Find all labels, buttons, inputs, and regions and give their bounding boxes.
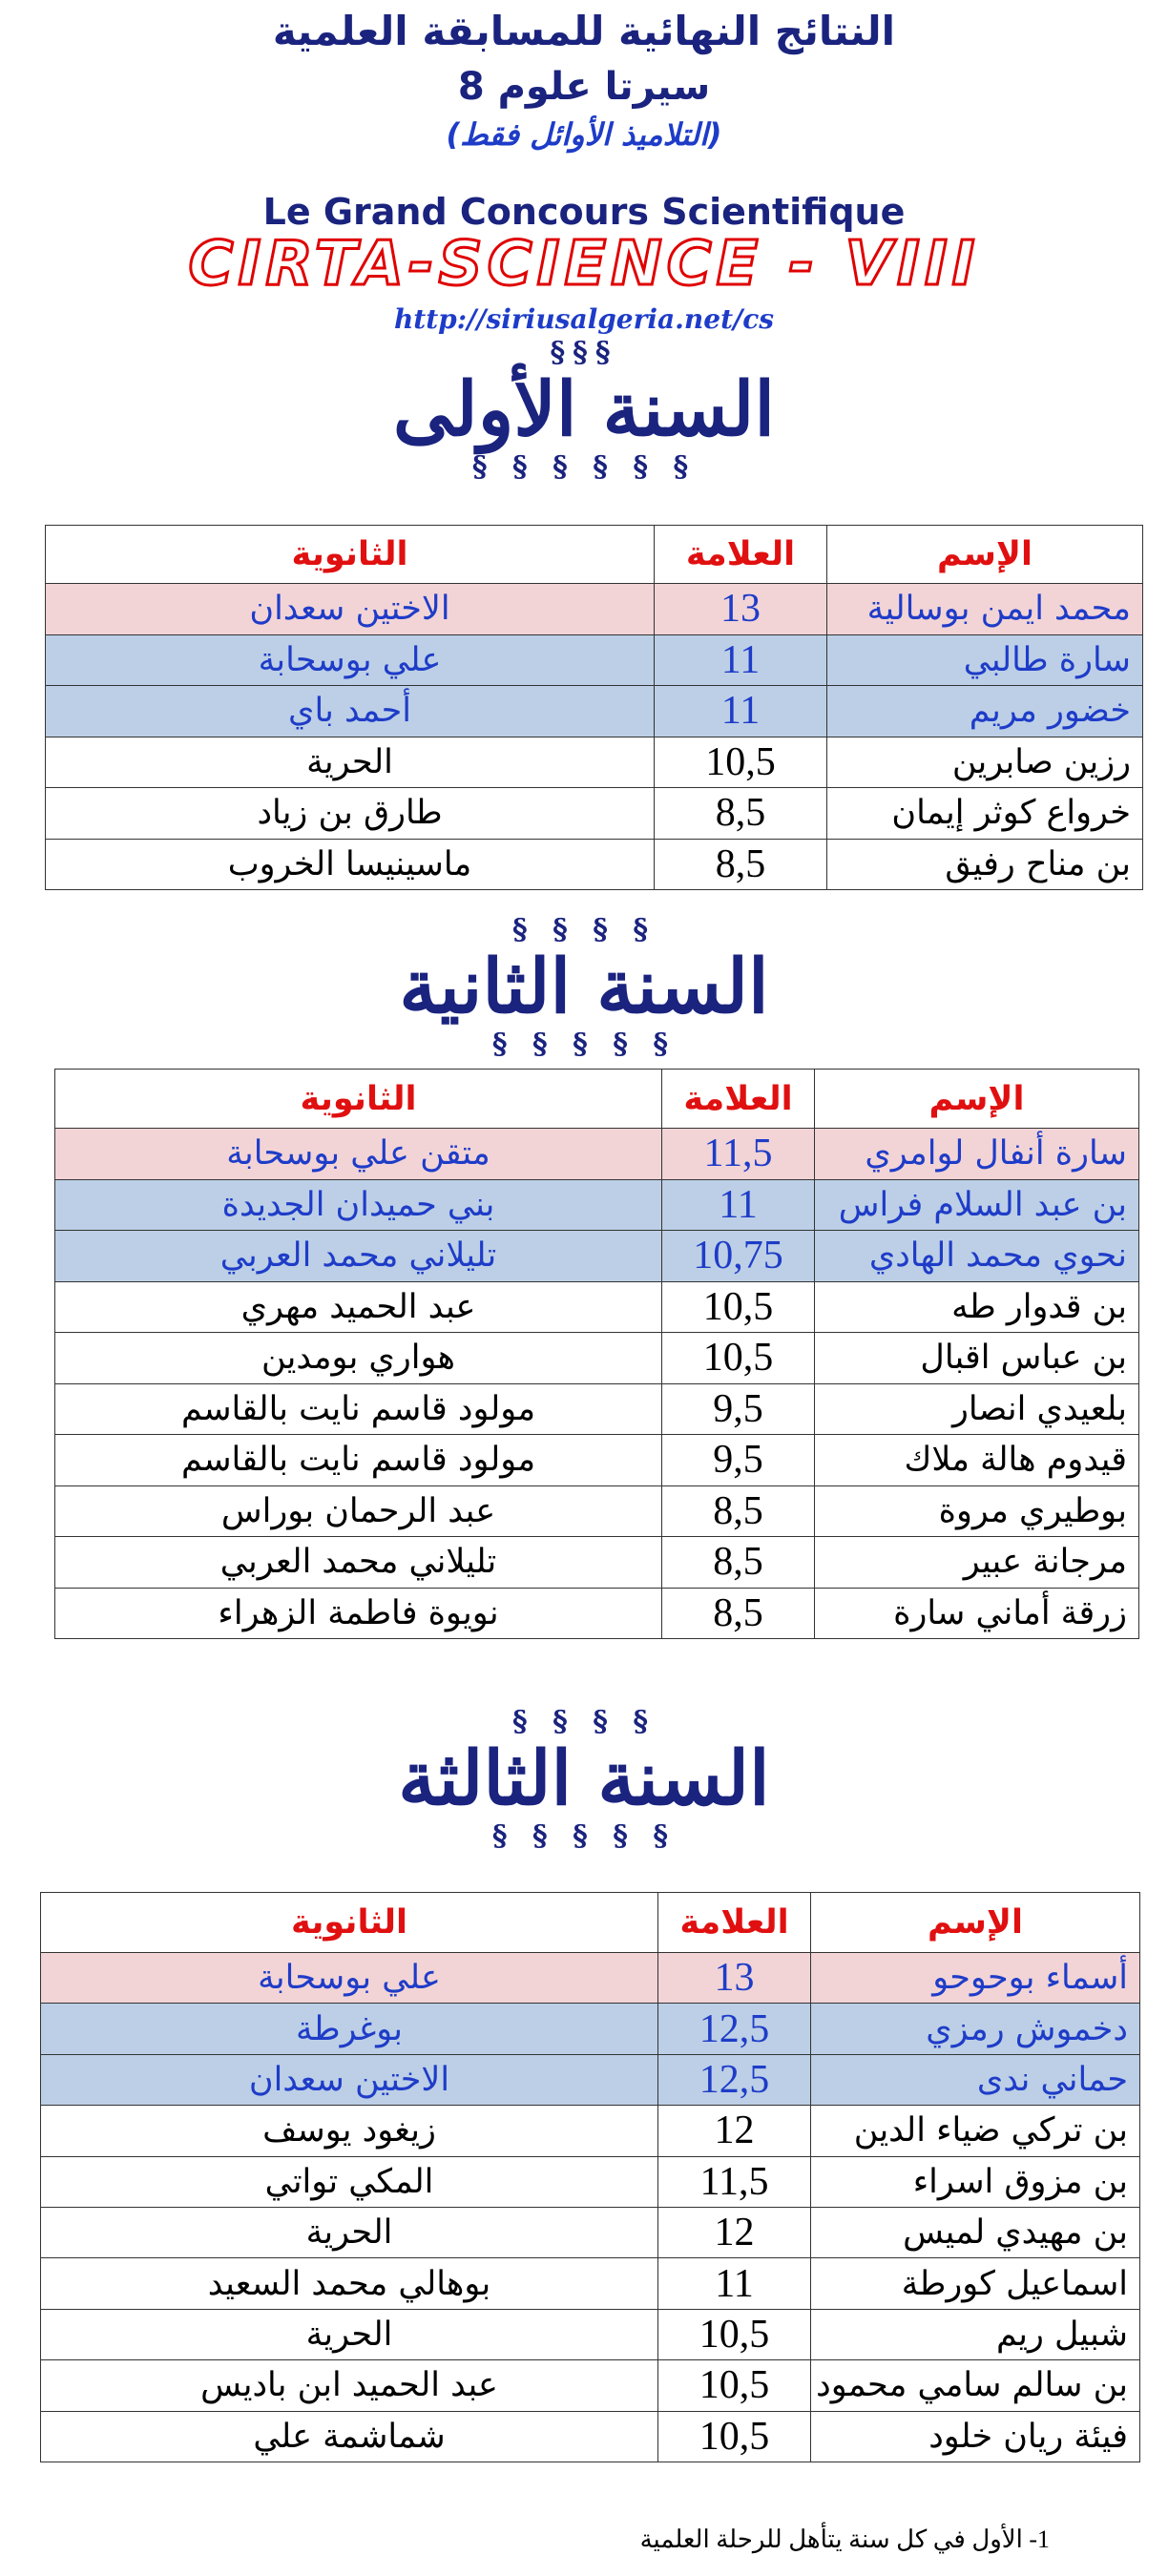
student-name: بن مناح رفيق [827, 839, 1143, 890]
table-row [46, 584, 1143, 635]
school-name: بوهالي محمد السعيد [41, 2258, 658, 2309]
competition-subtitle: سيرتا علوم 8 [457, 65, 711, 109]
student-grade: 9,5 [662, 1383, 815, 1435]
student-name: خرواع كوثر إيمان [827, 788, 1143, 840]
year2-results-table [54, 1069, 1139, 1639]
student-grade: 12,5 [658, 2004, 811, 2054]
school-name: الحرية [41, 2207, 658, 2257]
col-name-header: الإسم [811, 1893, 1140, 1953]
student-grade: 12 [658, 2207, 811, 2257]
website-link[interactable]: http://siriusalgeria.net/cs [393, 303, 775, 335]
student-grade: 13 [658, 1953, 811, 2004]
col-grade-header: العلامة [662, 1070, 815, 1129]
school-name: شماشمة علي [41, 2411, 658, 2462]
table-row [46, 788, 1143, 840]
school-name: الاختين سعدان [41, 2054, 658, 2105]
year3-heading: § § § § السنة الثالثة § § § § § [0, 1708, 1168, 1851]
table-row [46, 839, 1143, 890]
ornament-bottom: § § § § § § [471, 450, 697, 484]
student-grade: 10,75 [662, 1231, 815, 1282]
table-row [55, 1537, 1139, 1589]
student-grade: 11,5 [662, 1129, 815, 1180]
student-grade: 10,5 [655, 737, 827, 788]
table-row [46, 686, 1143, 737]
student-name: خضور مريم [827, 686, 1143, 737]
col-grade-header: العلامة [658, 1893, 811, 1953]
student-name: بن تركي ضياء الدين [811, 2106, 1140, 2156]
school-name: الحرية [41, 2309, 658, 2359]
table-row [41, 2411, 1140, 2462]
school-name: مولود قاسم نايت بالقاسم [55, 1383, 662, 1435]
student-name: اسماعيل كورطة [811, 2258, 1140, 2309]
footnote: 1- الأول في كل سنة يتأهل للرحلة العلمية [639, 2525, 1050, 2553]
student-name: بوطيري مروة [815, 1485, 1139, 1537]
col-grade-header: العلامة [655, 526, 827, 584]
student-grade: 8,5 [662, 1485, 815, 1537]
ornament-top: § § § § [511, 1705, 657, 1738]
table-row [55, 1435, 1139, 1486]
student-name: شبيل ريم [811, 2309, 1140, 2359]
student-grade: 8,5 [662, 1588, 815, 1639]
student-name: قيدوم هالة ملاك [815, 1435, 1139, 1486]
col-school-header: الثانوية [41, 1893, 658, 1953]
table-row [41, 2360, 1140, 2411]
ornament-top: §§§ [550, 336, 618, 369]
school-name: الاختين سعدان [46, 584, 655, 635]
year1-results-table [45, 525, 1143, 890]
school-name: الحرية [46, 737, 655, 788]
school-name: زيغود يوسف [41, 2106, 658, 2156]
col-school-header: الثانوية [46, 526, 655, 584]
table-row [46, 634, 1143, 686]
student-grade: 10,5 [658, 2360, 811, 2411]
student-name: بن مزوق اسراء [811, 2156, 1140, 2207]
student-grade: 11 [658, 2258, 811, 2309]
student-grade: 8,5 [655, 839, 827, 890]
student-name: فيئة ريان خلود [811, 2411, 1140, 2462]
student-name: رزين صابرين [827, 737, 1143, 788]
student-grade: 8,5 [655, 788, 827, 840]
table-row [55, 1281, 1139, 1333]
student-name: بن عباس اقبال [815, 1333, 1139, 1384]
table-row [41, 2156, 1140, 2207]
student-grade: 11 [655, 634, 827, 686]
school-name: تليلاني محمد العربي [55, 1231, 662, 1282]
student-name: سارة طالبي [827, 634, 1143, 686]
student-name: بن سالم سامي محمود [811, 2360, 1140, 2411]
table-row [41, 2004, 1140, 2054]
student-grade: 9,5 [662, 1435, 815, 1486]
ornament-top: § § § § [511, 913, 657, 946]
page-title: النتائج النهائية للمسابقة العلمية [272, 8, 896, 54]
student-name: حماني ندى [811, 2054, 1140, 2105]
student-name: بن مهيدي لميس [811, 2207, 1140, 2257]
student-name: بلعيدي انصار [815, 1383, 1139, 1435]
table-row [46, 737, 1143, 788]
table-row [55, 1333, 1139, 1384]
student-grade: 8,5 [662, 1537, 815, 1589]
french-title: Le Grand Concours Scientifique [262, 191, 906, 233]
student-grade: 10,5 [662, 1281, 815, 1333]
student-name: بن قدوار طه [815, 1281, 1139, 1333]
year1-heading: §§§ السنة الأولى § § § § § § [0, 339, 1168, 482]
ornament-bottom: § § § § § [491, 1028, 677, 1061]
brand-logo-text: CIRTA-SCIENCE - VIII [188, 229, 980, 300]
table-row [55, 1383, 1139, 1435]
table-row [55, 1129, 1139, 1180]
school-name: مولود قاسم نايت بالقاسم [55, 1435, 662, 1486]
student-grade: 12 [658, 2106, 811, 2156]
student-grade: 11,5 [658, 2156, 811, 2207]
table-row [55, 1485, 1139, 1537]
school-name: نويوة فاطمة الزهراء [55, 1588, 662, 1639]
school-name: عبد الحميد مهري [55, 1281, 662, 1333]
school-name: بني حميدان الجديدة [55, 1179, 662, 1231]
table-row [41, 2309, 1140, 2359]
school-name: تليلاني محمد العربي [55, 1537, 662, 1589]
student-grade: 11 [662, 1179, 815, 1231]
school-name: بوغرطة [41, 2004, 658, 2054]
year3-results-table [40, 1892, 1140, 2462]
col-name-header: الإسم [827, 526, 1143, 584]
table-row [55, 1588, 1139, 1639]
table-row [41, 2054, 1140, 2105]
school-name: طارق بن زياد [46, 788, 655, 840]
table-row [41, 1953, 1140, 2004]
table-row [55, 1179, 1139, 1231]
student-name: بن عبد السلام فراس [815, 1179, 1139, 1231]
school-name: هواري بومدين [55, 1333, 662, 1384]
student-grade: 10,5 [662, 1333, 815, 1384]
student-grade: 10,5 [658, 2309, 811, 2359]
school-name: ماسينيسا الخروب [46, 839, 655, 890]
ornament-bottom: § § § § § [491, 1819, 677, 1853]
student-grade: 12,5 [658, 2054, 811, 2105]
col-name-header: الإسم [815, 1070, 1139, 1129]
school-name: متقن علي بوسحابة [55, 1129, 662, 1180]
school-name: عبد الحميد ابن باديس [41, 2360, 658, 2411]
student-name: مرجانة عبير [815, 1537, 1139, 1589]
student-name: نحوي محمد الهادي [815, 1231, 1139, 1282]
student-grade: 10,5 [658, 2411, 811, 2462]
student-name: أسماء بوحوحو [811, 1953, 1140, 2004]
school-name: علي بوسحابة [46, 634, 655, 686]
student-name: محمد ايمن بوسالية [827, 584, 1143, 635]
top-students-note: (التلاميذ الأوائل فقط) [446, 116, 722, 153]
table-row [41, 2106, 1140, 2156]
student-grade: 11 [655, 686, 827, 737]
school-name: المكي تواتي [41, 2156, 658, 2207]
table-row [55, 1231, 1139, 1282]
student-name: زرقة أماني سارة [815, 1588, 1139, 1639]
year2-heading: § § § § السنة الثانية § § § § § [0, 916, 1168, 1059]
col-school-header: الثانوية [55, 1070, 662, 1129]
student-name: سارة أنفال لوامري [815, 1129, 1139, 1180]
student-name: دخموش رمزي [811, 2004, 1140, 2054]
student-grade: 13 [655, 584, 827, 635]
table-row [41, 2207, 1140, 2257]
school-name: أحمد باي [46, 686, 655, 737]
table-row [41, 2258, 1140, 2309]
school-name: علي بوسحابة [41, 1953, 658, 2004]
school-name: عبد الرحمان بوراس [55, 1485, 662, 1537]
